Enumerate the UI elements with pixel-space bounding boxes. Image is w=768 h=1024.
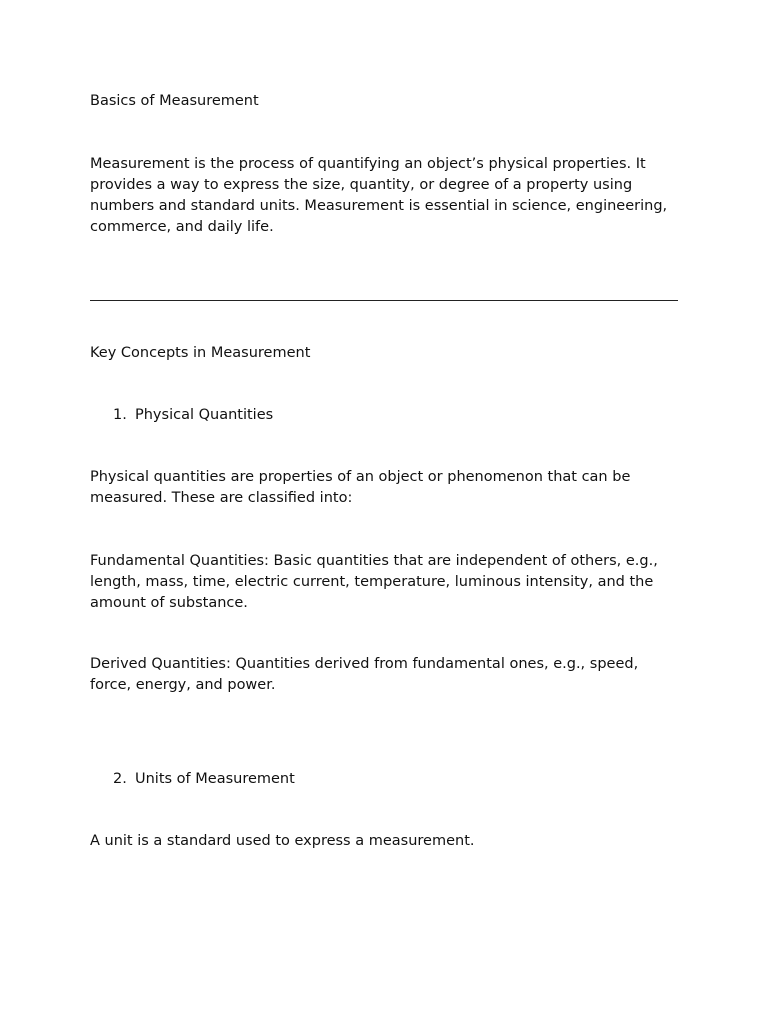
list-heading: Physical Quantities xyxy=(135,407,274,423)
body-paragraph: A unit is a standard used to express a measurement. xyxy=(90,833,475,849)
body-paragraph: Fundamental Quantities: Basic quantities that are independent of others, e.g., length, mass, time, electric current, temperature, luminous intensity, and the amount of substance. xyxy=(90,553,658,611)
list-number: 1. xyxy=(113,407,127,423)
list-item-physical-quantities xyxy=(113,405,673,426)
intro-paragraph: Measurement is the process of quantifying an object’s physical properties. It provides a way to express the size, quantity, or degree of a property using numbers and standard units. Measurement is essential in science, engineering, commerce, and daily life. xyxy=(90,156,668,235)
document-title: Basics of Measurement xyxy=(90,93,259,109)
body-paragraph: Physical quantities are properties of an object or phenomenon that can be measured. These are classified into: xyxy=(90,469,631,506)
horizontal-divider xyxy=(90,300,678,301)
list-number: 2. xyxy=(113,771,127,787)
list-heading: Units of Measurement xyxy=(135,771,295,787)
section-heading: Key Concepts in Measurement xyxy=(90,345,311,361)
body-paragraph: Derived Quantities: Quantities derived from fundamental ones, e.g., speed, force, energy, and power. xyxy=(90,656,639,693)
list-item-units-of-measurement xyxy=(113,769,673,790)
